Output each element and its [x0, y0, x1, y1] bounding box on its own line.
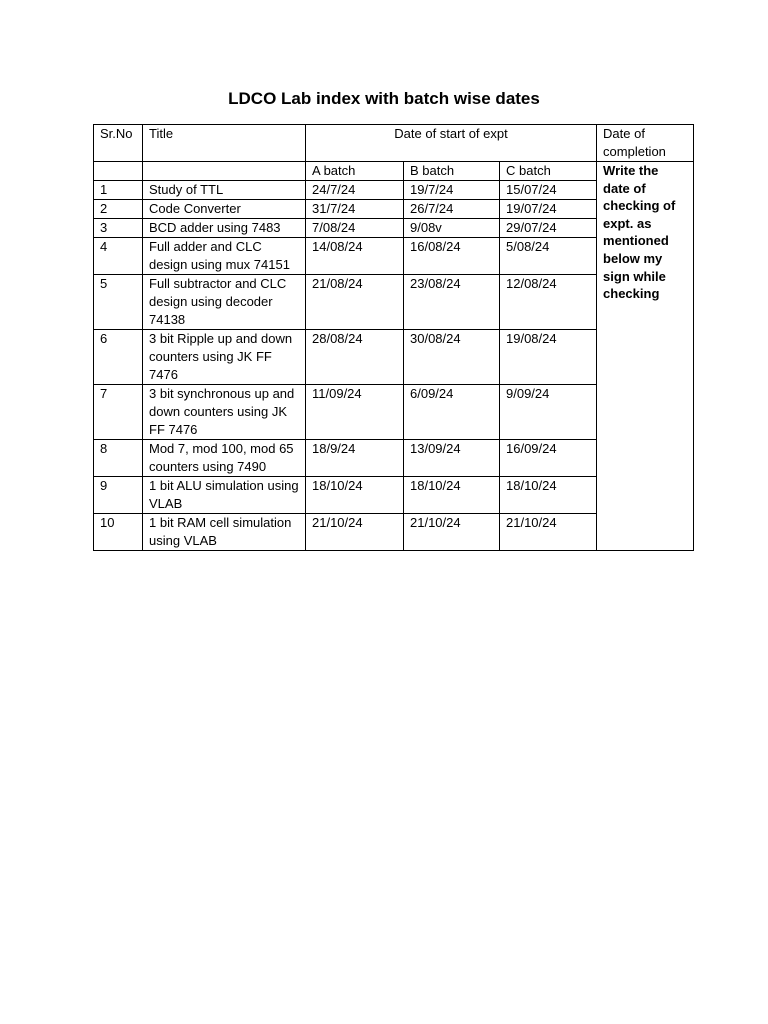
- page-title: LDCO Lab index with batch wise dates: [228, 89, 540, 108]
- row-sr-no: 9: [94, 477, 143, 514]
- row-title: Study of TTL: [143, 181, 306, 200]
- header-sr-no: Sr.No: [94, 125, 143, 162]
- row-sr-no: 1: [94, 181, 143, 200]
- header-row: [94, 125, 694, 162]
- row-a-batch-date: 14/08/24: [306, 238, 404, 275]
- row-a-batch-date: 18/9/24: [306, 440, 404, 477]
- row-c-batch-date: 9/09/24: [500, 385, 597, 440]
- batch-header-blank: [143, 162, 306, 181]
- row-title: BCD adder using 7483: [143, 219, 306, 238]
- row-title: 1 bit ALU simulation using VLAB: [143, 477, 306, 514]
- batch-header-blank: [94, 162, 143, 181]
- row-c-batch-date: 18/10/24: [500, 477, 597, 514]
- row-title: 3 bit Ripple up and down counters using JK FF 7476: [143, 330, 306, 385]
- header-date-of-completion: Date of completion: [597, 125, 694, 162]
- row-title: 3 bit synchronous up and down counters using JK FF 7476: [143, 385, 306, 440]
- lab-index-table: [93, 124, 694, 551]
- row-b-batch-date: 23/08/24: [404, 275, 500, 330]
- row-a-batch-date: 28/08/24: [306, 330, 404, 385]
- row-title: Full subtractor and CLC design using decoder 74138: [143, 275, 306, 330]
- row-c-batch-date: 29/07/24: [500, 219, 597, 238]
- row-title: 1 bit RAM cell simulation using VLAB: [143, 514, 306, 551]
- row-sr-no: 10: [94, 514, 143, 551]
- row-sr-no: 3: [94, 219, 143, 238]
- row-sr-no: 8: [94, 440, 143, 477]
- row-sr-no: 5: [94, 275, 143, 330]
- header-c-batch: C batch: [500, 162, 597, 181]
- row-a-batch-date: 18/10/24: [306, 477, 404, 514]
- row-title: Mod 7, mod 100, mod 65 counters using 7490: [143, 440, 306, 477]
- row-c-batch-date: 19/07/24: [500, 200, 597, 219]
- row-c-batch-date: 12/08/24: [500, 275, 597, 330]
- batch-header-row: [94, 162, 694, 181]
- row-c-batch-date: 5/08/24: [500, 238, 597, 275]
- row-sr-no: 6: [94, 330, 143, 385]
- row-c-batch-date: 15/07/24: [500, 181, 597, 200]
- row-b-batch-date: 19/7/24: [404, 181, 500, 200]
- row-a-batch-date: 24/7/24: [306, 181, 404, 200]
- row-b-batch-date: 16/08/24: [404, 238, 500, 275]
- row-a-batch-date: 21/10/24: [306, 514, 404, 551]
- row-sr-no: 2: [94, 200, 143, 219]
- row-b-batch-date: 26/7/24: [404, 200, 500, 219]
- row-sr-no: 4: [94, 238, 143, 275]
- row-b-batch-date: 21/10/24: [404, 514, 500, 551]
- row-b-batch-date: 13/09/24: [404, 440, 500, 477]
- row-b-batch-date: 9/08v: [404, 219, 500, 238]
- header-b-batch: B batch: [404, 162, 500, 181]
- row-a-batch-date: 7/08/24: [306, 219, 404, 238]
- row-a-batch-date: 21/08/24: [306, 275, 404, 330]
- row-b-batch-date: 30/08/24: [404, 330, 500, 385]
- header-a-batch: A batch: [306, 162, 404, 181]
- row-c-batch-date: 16/09/24: [500, 440, 597, 477]
- completion-note: Write the date of checking of expt. as mentioned below my sign while checking: [597, 162, 694, 551]
- row-title: Full adder and CLC design using mux 74151: [143, 238, 306, 275]
- row-b-batch-date: 6/09/24: [404, 385, 500, 440]
- row-a-batch-date: 31/7/24: [306, 200, 404, 219]
- row-c-batch-date: 21/10/24: [500, 514, 597, 551]
- row-b-batch-date: 18/10/24: [404, 477, 500, 514]
- row-sr-no: 7: [94, 385, 143, 440]
- row-c-batch-date: 19/08/24: [500, 330, 597, 385]
- header-title: Title: [143, 125, 306, 162]
- row-a-batch-date: 11/09/24: [306, 385, 404, 440]
- row-title: Code Converter: [143, 200, 306, 219]
- header-date-of-start: Date of start of expt: [306, 125, 597, 162]
